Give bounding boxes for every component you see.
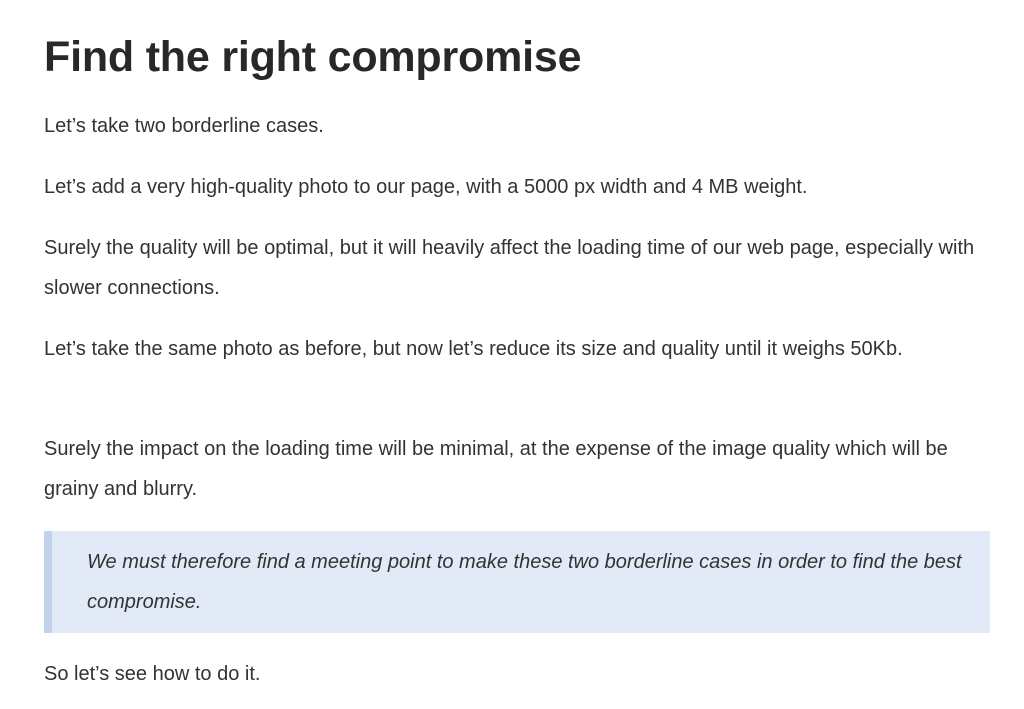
paragraph-high-quality-case: Let’s add a very high-quality photo to our page, with a 5000 px width and 4 MB weight. bbox=[44, 176, 808, 198]
paragraph-closing: So let’s see how to do it. bbox=[44, 663, 261, 685]
section-heading: Find the right compromise bbox=[44, 33, 582, 81]
paragraph-low-quality-case: Let’s take the same photo as before, but now let’s reduce its size and quality until it weighs 50Kb. bbox=[44, 338, 903, 360]
paragraph-low-quality-effect: Surely the impact on the loading time will be minimal, at the expense of the image quality which will be grainy and blurry. bbox=[44, 438, 948, 500]
paragraph-intro: Let’s take two borderline cases. bbox=[44, 115, 324, 137]
paragraph-high-quality-effect: Surely the quality will be optimal, but it will heavily affect the loading time of our web page, especially with slower connections. bbox=[44, 237, 975, 299]
blockquote bbox=[44, 531, 990, 633]
blockquote-text: We must therefore find a meeting point to make these two borderline cases in order to find the best compromise. bbox=[87, 551, 962, 613]
